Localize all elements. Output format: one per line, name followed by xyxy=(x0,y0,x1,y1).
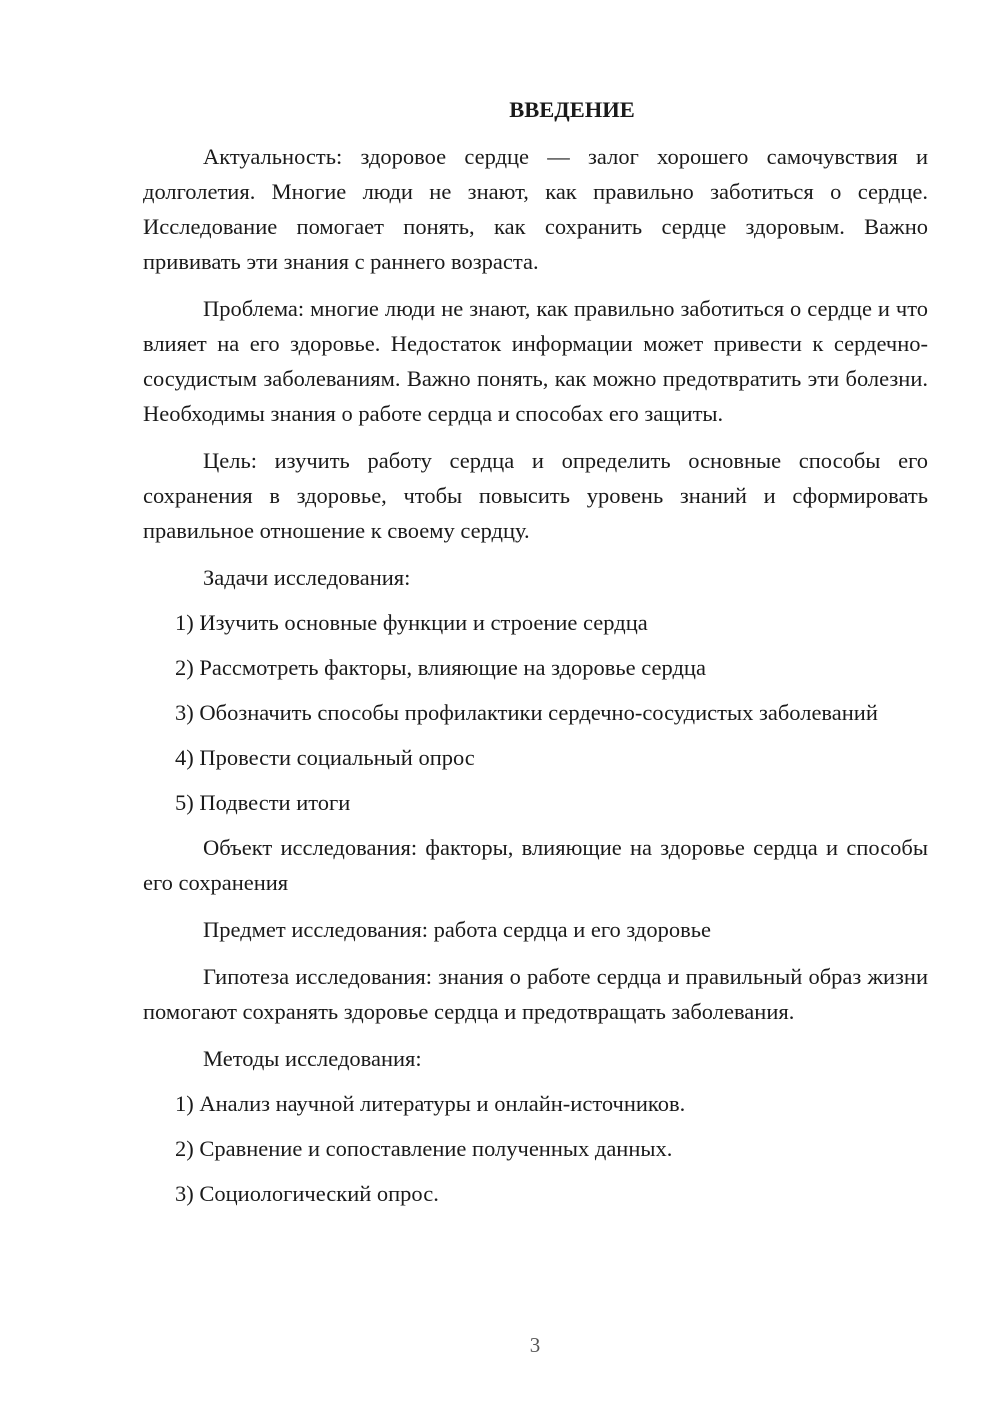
problem-paragraph: Проблема: многие люди не знают, как правильно заботиться о сердце и что влияет на его здоровье. Недостаток информации может привести к сердечно-сосудистым заболеваниям. Важно понять, как можно предотвратить эти болезни. Необходимы знания о работе сердца и способах его защиты. xyxy=(143,296,928,426)
methods-label: Методы исследования: xyxy=(203,1046,422,1071)
method-item-2: 2) Сравнение и сопоставление полученных данных. xyxy=(175,1136,673,1161)
object-paragraph: Объект исследования: факторы, влияющие на здоровье сердца и способы его сохранения xyxy=(143,835,928,895)
tasks-label: Задачи исследования: xyxy=(203,565,411,590)
hypothesis-paragraph: Гипотеза исследования: знания о работе сердца и правильный образ жизни помогают сохранять здоровье сердца и предотвращать заболевания. xyxy=(143,964,928,1024)
task-item-3: 3) Обозначить способы профилактики сердечно-сосудистых заболеваний xyxy=(175,700,878,725)
subject-paragraph: Предмет исследования: работа сердца и его здоровье xyxy=(203,917,711,942)
relevance-paragraph: Актуальность: здоровое сердце — залог хорошего самочувствия и долголетия. Многие люди не знают, как правильно заботиться о сердце. Исследование помогает понять, как сохранить сердце здоровым. Важно прививать эти знания с раннего возраста. xyxy=(143,144,928,274)
task-item-1: 1) Изучить основные функции и строение сердца xyxy=(175,610,648,635)
goal-paragraph: Цель: изучить работу сердца и определить основные способы его сохранения в здоровье, чтобы повысить уровень знаний и сформировать правильное отношение к своему сердцу. xyxy=(143,448,928,543)
task-item-2: 2) Рассмотреть факторы, влияющие на здоровье сердца xyxy=(175,655,706,680)
task-item-4: 4) Провести социальный опрос xyxy=(175,745,475,770)
page-number: 3 xyxy=(529,1333,541,1357)
method-item-1: 1) Анализ научной литературы и онлайн-источников. xyxy=(175,1091,686,1116)
method-item-3: 3) Социологический опрос. xyxy=(175,1181,439,1206)
document-page xyxy=(143,92,928,1221)
section-title: ВВЕДЕНИЕ xyxy=(509,97,635,122)
task-item-5: 5) Подвести итоги xyxy=(175,790,351,815)
